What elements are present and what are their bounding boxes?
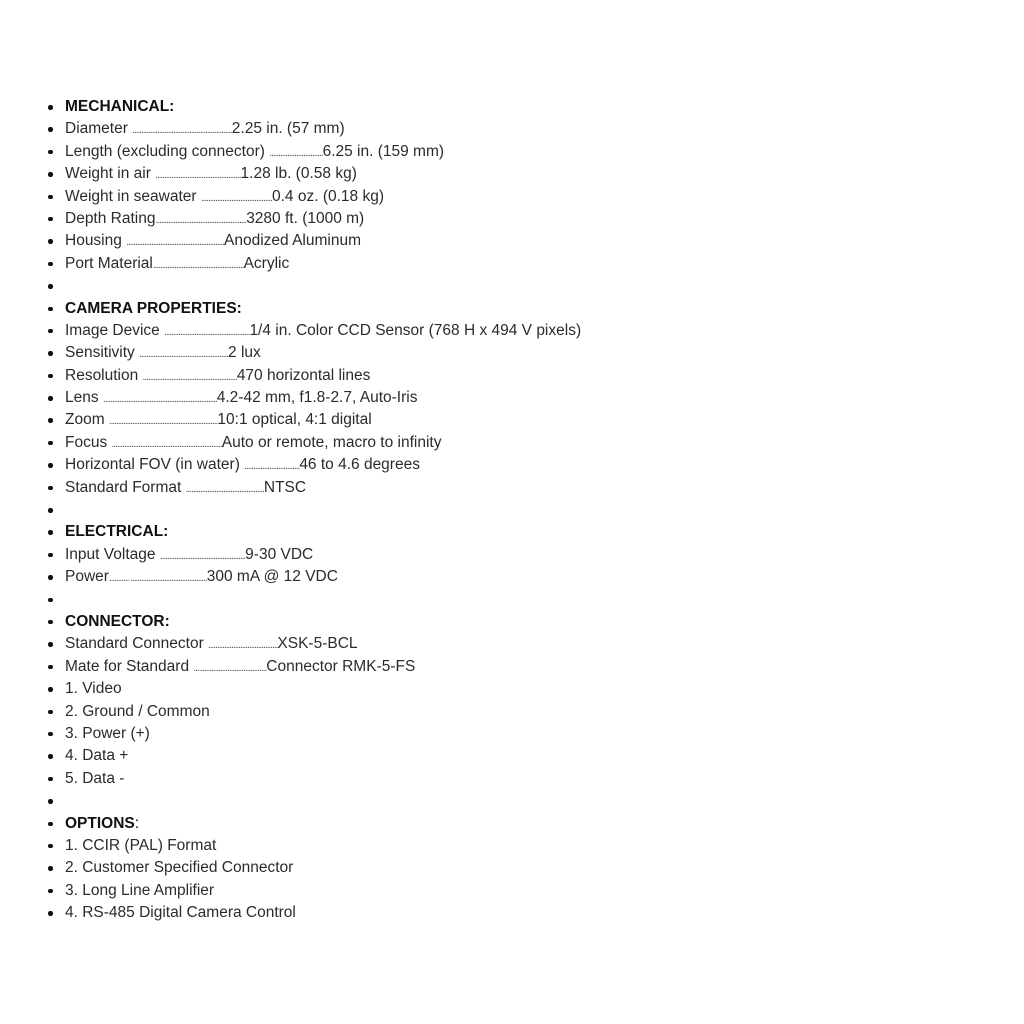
spec-row — [46, 387, 581, 409]
spec-label: Lens — [65, 389, 103, 407]
spec-label: 3. Power (+) — [65, 724, 150, 742]
leader-dots: ............................................................. — [108, 416, 218, 428]
spec-value: 0.4 oz. (0.18 kg) — [271, 187, 384, 205]
spec-row — [46, 118, 581, 140]
spec-row — [46, 902, 581, 924]
spec-row — [46, 208, 581, 230]
spec-label: Power — [65, 568, 109, 586]
spec-value: 3280 ft. (1000 m) — [246, 209, 365, 227]
spec-label: Diameter — [65, 120, 133, 138]
leader-dots: ....................................................... — [126, 237, 224, 249]
leader-dots: ........... ........................................... — [108, 573, 207, 585]
section-heading-suffix: : — [134, 814, 140, 832]
spec-value: 2.25 in. (57 mm) — [231, 120, 345, 138]
spec-row — [46, 835, 581, 857]
spec-label: Focus — [65, 433, 112, 451]
leader-dots: ................................................ — [164, 326, 250, 338]
section-heading-label: ELECTRICAL: — [65, 523, 169, 541]
spec-row — [46, 163, 581, 185]
leader-dots: .................................................. — [139, 349, 229, 361]
spec-label: 2. Customer Specified Connector — [65, 859, 294, 877]
spec-label: Sensitivity — [65, 344, 140, 362]
spec-row — [46, 454, 581, 476]
spec-row — [46, 566, 581, 588]
leader-dots: ................................................... — [155, 214, 247, 226]
spec-row — [46, 141, 581, 163]
spec-row — [46, 230, 581, 252]
spec-row — [46, 432, 581, 454]
spec-value: NTSC — [263, 478, 307, 496]
spec-label: Depth Rating — [65, 209, 156, 227]
section-heading — [46, 298, 581, 320]
spec-label: Standard Format — [65, 478, 186, 496]
blank-list-item — [46, 275, 581, 297]
leader-dots: ..................................................... — [142, 371, 237, 383]
spec-row — [46, 745, 581, 767]
spec-value: 6.25 in. (159 mm) — [322, 142, 445, 160]
spec-row — [46, 678, 581, 700]
blank-list-item — [46, 499, 581, 521]
spec-value: 1/4 in. Color CCD Sensor (768 H x 494 V pixels) — [249, 321, 582, 339]
spec-value: 46 to 4.6 degrees — [299, 456, 420, 474]
spec-list — [46, 96, 581, 924]
spec-row — [46, 342, 581, 364]
spec-label: Horizontal FOV (in water) — [65, 456, 245, 474]
section-heading — [46, 611, 581, 633]
spec-value: Connector RMK-5-FS — [266, 657, 416, 675]
section-heading — [46, 813, 581, 835]
section-heading-label: CONNECTOR: — [65, 612, 170, 630]
spec-label: 2. Ground / Common — [65, 702, 210, 720]
leader-dots: ................................................... — [152, 259, 244, 271]
section-heading — [46, 521, 581, 543]
leader-dots: .............................................................. — [111, 438, 222, 450]
spec-label: Port Material — [65, 254, 153, 272]
spec-row — [46, 723, 581, 745]
spec-label: 3. Long Line Amplifier — [65, 881, 215, 899]
leader-dots: ........................................................ — [132, 125, 232, 137]
spec-value: XSK-5-BCL — [277, 635, 358, 653]
leader-dots: ....................................... — [208, 640, 278, 652]
spec-label: Standard Connector — [65, 635, 209, 653]
spec-row — [46, 253, 581, 275]
leader-dots: ........................................ — [200, 192, 272, 204]
spec-value: 1.28 lb. (0.58 kg) — [240, 165, 357, 183]
spec-row — [46, 320, 581, 342]
spec-label: Resolution — [65, 366, 143, 384]
spec-row — [46, 701, 581, 723]
section-heading-label: OPTIONS — [65, 814, 135, 832]
leader-dots: ................................................ — [159, 550, 246, 562]
spec-label: 1. Video — [65, 680, 122, 698]
section-heading-label: MECHANICAL: — [65, 98, 175, 115]
spec-row — [46, 880, 581, 902]
blank-list-item — [46, 589, 581, 611]
leader-dots: ............................... — [244, 461, 300, 473]
leader-dots: ................................................................ — [102, 394, 217, 406]
spec-value: 470 horizontal lines — [236, 366, 371, 384]
spec-label: Weight in seawater — [65, 187, 201, 205]
spec-row — [46, 186, 581, 208]
spec-row — [46, 409, 581, 431]
spec-label: Zoom — [65, 411, 109, 429]
spec-label: 5. Data - — [65, 769, 125, 787]
spec-value: Anodized Aluminum — [224, 232, 361, 250]
spec-value: 2 lux — [228, 344, 261, 362]
spec-value: Auto or remote, macro to infinity — [221, 433, 442, 451]
leader-dots: ......................................... — [193, 662, 267, 674]
spec-label: Weight in air — [65, 165, 156, 183]
spec-row — [46, 768, 581, 790]
leader-dots: ................................................ — [155, 170, 241, 182]
spec-value: 300 mA @ 12 VDC — [206, 568, 338, 586]
section-heading-label: CAMERA PROPERTIES: — [65, 299, 242, 317]
spec-label: Length (excluding connector) — [65, 142, 270, 160]
spec-label: 1. CCIR (PAL) Format — [65, 836, 217, 854]
spec-row — [46, 365, 581, 387]
spec-row — [46, 857, 581, 879]
spec-row — [46, 544, 581, 566]
spec-value: Acrylic — [243, 254, 290, 272]
spec-value: 10:1 optical, 4:1 digital — [217, 411, 372, 429]
spec-label: Mate for Standard — [65, 657, 194, 675]
spec-value: 9-30 VDC — [245, 545, 314, 563]
spec-label: Image Device — [65, 321, 165, 339]
spec-label: 4. Data + — [65, 747, 129, 765]
section-heading — [46, 96, 581, 118]
spec-row — [46, 633, 581, 655]
spec-row — [46, 656, 581, 678]
blank-list-item — [46, 790, 581, 812]
spec-label: 4. RS-485 Digital Camera Control — [65, 904, 296, 922]
spec-label: Housing — [65, 232, 127, 250]
spec-label: Input Voltage — [65, 545, 160, 563]
spec-row — [46, 477, 581, 499]
leader-dots: .............................. — [269, 147, 323, 159]
spec-value: 4.2-42 mm, f1.8-2.7, Auto-Iris — [216, 389, 418, 407]
leader-dots: ............................................ — [185, 483, 264, 495]
